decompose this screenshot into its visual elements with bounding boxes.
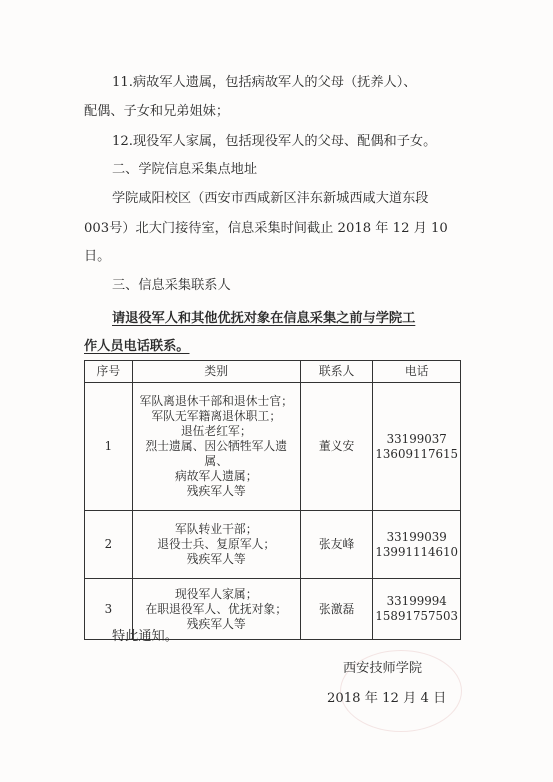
category-item: 现役军人家属； (174, 586, 258, 601)
category-item: 军队转业干部； (174, 522, 258, 536)
category-cell (132, 383, 300, 511)
phone-cell (373, 383, 461, 511)
item-11-line-2: 配偶、子女和兄弟姐妹； (84, 104, 230, 119)
section-2-heading: 二、学院信息采集点地址 (112, 162, 258, 177)
closing-text: 特此通知。 (112, 629, 178, 644)
category-item: 军队离退休干部和退休士官； (139, 394, 293, 408)
signature-org: 西安技师学院 (343, 661, 423, 676)
row-number: 1 (85, 383, 133, 511)
signature-date: 2018 年 12 月 4 日 (327, 691, 447, 706)
phone-cell (373, 511, 461, 579)
phone-number: 33199039 (386, 529, 447, 544)
phone-number: 13609117615 (375, 446, 458, 461)
phone-number: 13991114610 (375, 544, 458, 559)
category-item: 在职退役军人、优抚对象； (145, 601, 288, 616)
table-row (85, 383, 461, 511)
category-cell (132, 511, 300, 579)
category-item: 病故军人遗属； (174, 469, 258, 483)
header-category: 类别 (132, 361, 300, 383)
item-11-line-1: 11.病故军人遗属，包括病故军人的父母（抚养人）、 (112, 75, 417, 90)
contact-table (84, 360, 461, 640)
contact-name: 张激磊 (300, 579, 373, 640)
category-item: 退役士兵、复原军人； (157, 537, 276, 551)
section-3-heading: 三、信息采集联系人 (112, 278, 231, 293)
row-number: 3 (85, 579, 133, 640)
row-number: 2 (85, 511, 133, 579)
item-12: 12.现役军人家属，包括现役军人的父母、配偶和子女。 (112, 134, 437, 149)
address-line-3: 日。 (84, 249, 111, 264)
table-row (85, 511, 461, 579)
category-item: 军队无军籍离退休职工； (151, 409, 282, 423)
header-no: 序号 (85, 361, 133, 383)
category-item: 退伍老红军； (180, 424, 252, 438)
notice-line-1: 请退役军人和其他优抚对象在信息采集之前与学院工 (112, 311, 416, 326)
table-header-row (85, 361, 461, 383)
notice-line-2: 作人员电话联系。 (84, 339, 190, 354)
phone-cell (373, 579, 461, 640)
category-item: 残疾军人等 (186, 552, 246, 566)
category-item: 残疾军人等 (186, 616, 246, 631)
address-line-2: 003号）北大门接待室，信息采集时间截止 2018 年 12 月 10 (84, 221, 448, 236)
category-item: 烈士遗属、因公牺牲军人遗属、 (145, 439, 288, 468)
contact-name: 张友峰 (300, 511, 373, 579)
phone-number: 33199037 (386, 431, 447, 446)
phone-number: 33199994 (386, 594, 447, 608)
phone-number: 15891757503 (375, 609, 458, 623)
address-line-1: 学院咸阳校区（西安市西咸新区沣东新城西咸大道东段 (112, 191, 429, 206)
contact-name: 董义安 (300, 383, 373, 511)
header-phone: 电话 (373, 361, 461, 383)
category-item: 残疾军人等 (186, 484, 246, 498)
header-contact: 联系人 (300, 361, 373, 383)
